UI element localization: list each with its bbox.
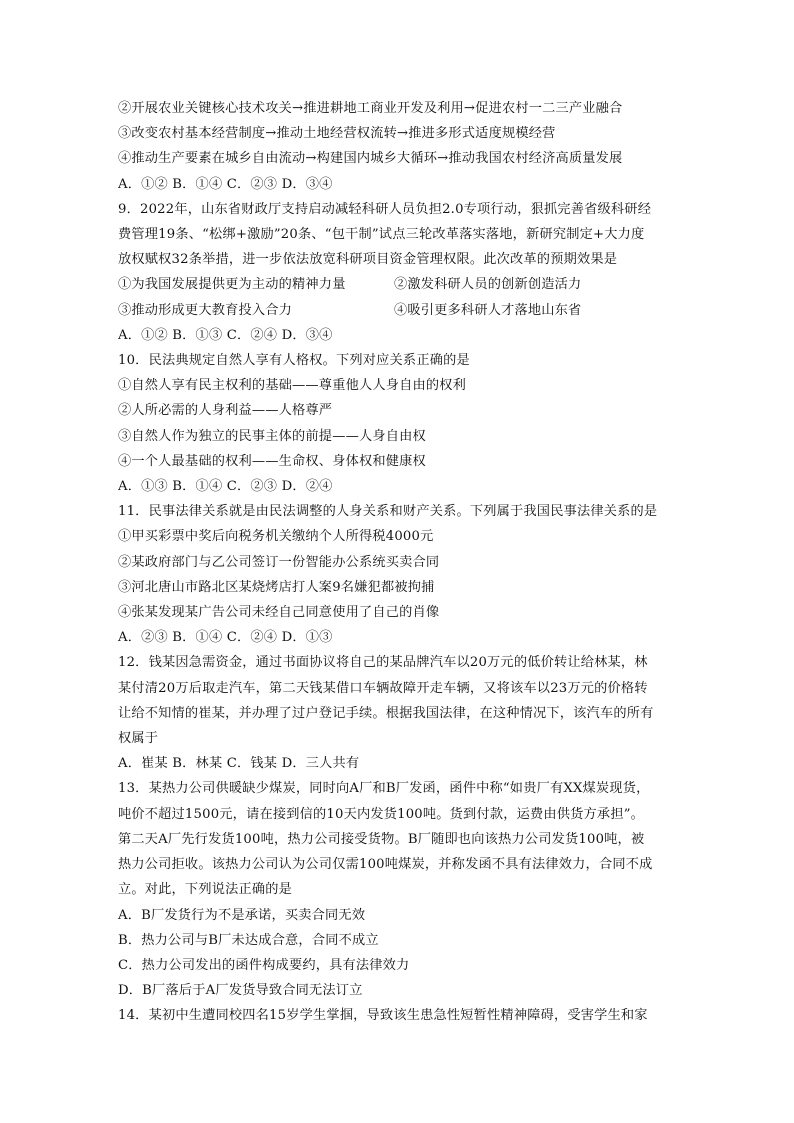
q9-stem-line-1: 9．2022年，山东省财政厅支持启动减轻科研人员负担2.0专项行动，狠抓完善省级科研经: [118, 201, 652, 217]
q8-option-4: ④推动生产要素在城乡自由流动→构建国内城乡大循环→推动我国农村经济高质量发展: [118, 151, 623, 167]
q8-option-2: ②开展农业关键核心技术攻关→推进耕地工商业开发及利用→促进农村一二三产业融合: [118, 101, 623, 116]
q11-option-1: ①甲买彩票中奖后向税务机关缴纳个人所得税4000元: [118, 529, 434, 545]
q13-option-d: D．B厂落后于A厂发货导致合同无法订立: [118, 983, 363, 999]
q12-stem-line-2: 某付清20万后取走汽车，第二天钱某借口车辆故障开走车辆，又将该车以23万元的价格转: [118, 680, 648, 696]
q12-answer-choices: A．崔某 B．林某 C．钱某 D．三人共有: [118, 756, 360, 772]
q13-option-a: A．B厂发货行为不是承诺，买卖合同无效: [118, 907, 366, 923]
q11-stem: 11．民事法律关系就是由民法调整的人身关系和财产关系。下列属于我国民事法律关系的是: [118, 504, 658, 520]
q12-stem-line-4: 权属于: [118, 731, 159, 747]
exam-page: [118, 96, 678, 1029]
q13-stem-line-2: 吨价不超过1500元，请在接到信的10天内发货100吨。货到付款，运费由供货方承担”。: [118, 806, 645, 822]
q11-answer-choices: A．②③ B．①④ C．②④ D．①③: [118, 630, 333, 646]
q11-option-2: ②某政府部门与乙公司签订一份智能办公系统买卖合同: [118, 554, 440, 570]
q13-stem-line-4: 热力公司拒收。该热力公司认为公司仅需100吨煤炭，并称发函不具有法律效力，合同不成: [118, 857, 653, 873]
q9-option-1: ①为我国发展提供更为主动的精神力量: [118, 277, 346, 293]
q11-option-3: ③河北唐山市路北区某烧烤店打人案9名嫌犯都被拘捕: [118, 579, 435, 595]
q11-option-4: ④张某发现某广告公司未经自己同意使用了自己的肖像: [118, 605, 440, 621]
q13-stem-line-3: 第二天A厂先行发货100吨，热力公司接受货物。B厂随即也向该热力公司发货100吨，被: [118, 831, 645, 847]
q9-stem-line-2: 费管理19条、“松绑+激励”20条、“包干制”试点三轮改革落实落地，新研究制定+大力度: [118, 227, 645, 243]
q9-option-2: ②激发科研人员的创新创造活力: [394, 277, 582, 293]
q8-answer-choices: A．①② B．①④ C．②③ D．③④: [118, 176, 333, 192]
q9-option-4: ④吸引更多科研人才落地山东省: [394, 302, 582, 318]
q10-option-1: ①自然人享有民主权利的基础——尊重他人人身自由的权利: [118, 378, 467, 394]
q14-stem-line-1: 14．某初中生遭同校四名15岁学生掌掴，导致该生患急性短暂性精神障碍，受害学生和家: [118, 1008, 648, 1024]
q12-stem-line-3: 让给不知情的崔某，并办理了过户登记手续。根据我国法律，在这种情况下，该汽车的所有: [118, 705, 654, 721]
q10-answer-choices: A．①③ B．①④ C．②③ D．②④: [118, 479, 333, 495]
q12-stem-line-1: 12．钱某因急需资金，通过书面协议将自己的某品牌汽车以20万元的低价转让给林某，林: [118, 655, 648, 671]
q9-options-row-1: [118, 272, 678, 297]
q13-stem-line-5: 立。对此，下列说法正确的是: [118, 882, 293, 898]
q10-stem: 10．民法典规定自然人享有人格权。下列对应关系正确的是: [118, 353, 470, 369]
q9-options-row-2: [118, 298, 678, 323]
q9-answer-choices: A．①② B．①③ C．②④ D．③④: [118, 327, 333, 343]
q9-stem-line-3: 放权赋权32条举措，进一步依法放宽科研项目资金管理权限。此次改革的预期效果是: [118, 252, 618, 268]
q10-option-4: ④一个人最基础的权利——生命权、身体权和健康权: [118, 453, 426, 469]
q13-option-b: B．热力公司与B厂未达成合意，合同不成立: [118, 932, 379, 948]
q13-option-c: C．热力公司发出的函件构成要约，具有法律效力: [118, 957, 410, 973]
q10-option-2: ②人所必需的人身利益——人格尊严: [118, 403, 333, 419]
q10-option-3: ③自然人作为独立的民事主体的前提——人身自由权: [118, 428, 426, 444]
q9-option-3: ③推动形成更大教育投入合力: [118, 302, 293, 318]
q8-option-3: ③改变农村基本经营制度→推动土地经营权流转→推进多形式适度规模经营: [118, 126, 556, 142]
q13-stem-line-1: 13．某热力公司供暖缺少煤炭，同时向A厂和B厂发函，函件中称“如贵厂有XX煤炭现货，: [118, 781, 650, 797]
